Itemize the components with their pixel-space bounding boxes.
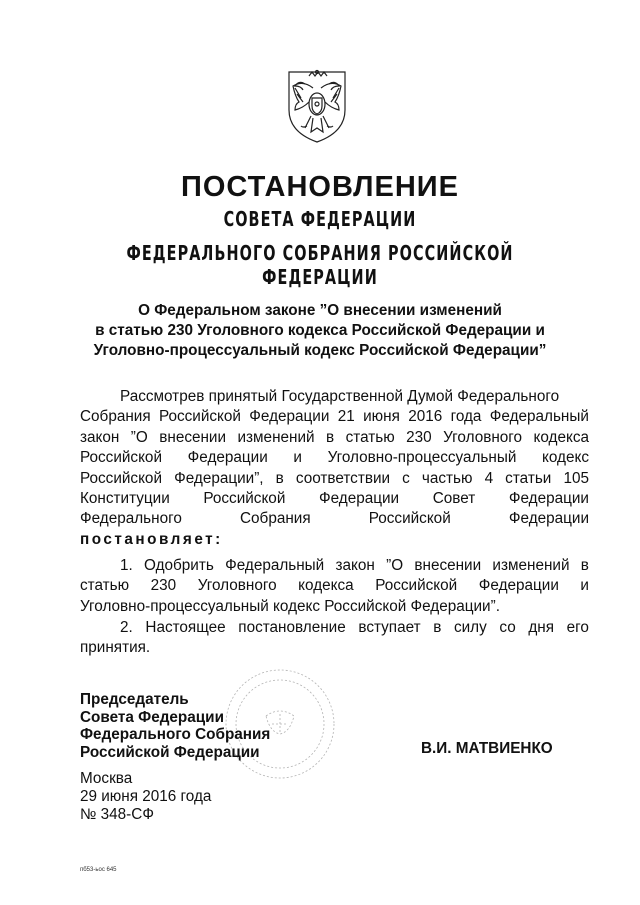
paragraph-line bbox=[80, 530, 589, 550]
position-line: Российской Федерации bbox=[80, 743, 260, 761]
word: кодекс bbox=[542, 449, 589, 467]
signatory-name: В.И. МАТВИЕНКО bbox=[421, 740, 553, 757]
word: Собрания bbox=[80, 408, 151, 426]
paragraph-line bbox=[80, 448, 589, 468]
word: Российской bbox=[158, 408, 241, 426]
word: Федерации bbox=[508, 490, 589, 508]
word: изменений bbox=[237, 428, 315, 446]
position-line: Федерального Собрания bbox=[80, 726, 271, 743]
paragraph-line bbox=[80, 407, 589, 427]
word: Собрания bbox=[240, 510, 311, 528]
paragraph-line bbox=[80, 556, 589, 576]
print-code: пб53-ьос 645 bbox=[80, 867, 117, 873]
date: 29 июня 2016 года bbox=[80, 788, 212, 805]
paragraph-preamble bbox=[80, 387, 589, 550]
word: вступает bbox=[358, 619, 421, 636]
word: 2016 bbox=[408, 408, 443, 426]
paragraph-line bbox=[80, 509, 589, 529]
word: Федерации bbox=[478, 577, 559, 595]
word: статью bbox=[345, 428, 395, 446]
word: Федерации”, bbox=[174, 469, 264, 487]
coat-of-arms-icon bbox=[283, 66, 351, 144]
word: Настоящее bbox=[145, 619, 226, 636]
word: закон bbox=[80, 428, 120, 446]
word: Уголовного bbox=[197, 577, 277, 595]
word: ”О bbox=[130, 428, 148, 446]
word: года bbox=[450, 408, 482, 426]
word: со bbox=[499, 619, 516, 636]
word: внесении bbox=[414, 557, 482, 574]
document-title: ПОСТАНОВЛЕНИЕ bbox=[181, 171, 459, 203]
paragraph-line: Рассмотрев принятый Государственной Думой Федерального bbox=[120, 388, 560, 405]
word: 1. bbox=[120, 557, 133, 574]
word: кодекса bbox=[533, 428, 589, 446]
subject-line: О Федеральном законе ”О внесении изменений bbox=[138, 302, 502, 319]
word: Федерации bbox=[319, 490, 400, 508]
word: Уголовного bbox=[443, 428, 523, 446]
word: и bbox=[580, 577, 589, 595]
word: частью bbox=[421, 469, 473, 487]
paragraph-line: Уголовно-процессуальный кодекс Российской Федерации”. bbox=[80, 597, 500, 615]
word: статью bbox=[80, 577, 130, 595]
word: внесении bbox=[159, 428, 227, 446]
issuer-line-1: СОВЕТА ФЕДЕРАЦИИ bbox=[223, 207, 417, 231]
word: в bbox=[275, 469, 284, 487]
word: Уголовно-процессуальный bbox=[327, 449, 517, 467]
signatory-position bbox=[80, 691, 270, 761]
word: постановление bbox=[238, 619, 346, 636]
word: Российской bbox=[375, 577, 458, 595]
paragraph-line bbox=[80, 428, 589, 448]
word: 105 bbox=[563, 469, 589, 487]
word: с bbox=[402, 469, 410, 487]
place-date-number bbox=[80, 770, 211, 824]
subject-line: в статью 230 Уголовного кодекса Российской Федерации и bbox=[95, 322, 545, 339]
word: Конституции bbox=[80, 490, 170, 508]
word: Российской bbox=[368, 510, 451, 528]
word: июня bbox=[363, 408, 400, 426]
subject-line: Уголовно-процессуальный кодекс Российской Федерации” bbox=[93, 342, 547, 359]
paragraph-line bbox=[80, 489, 589, 509]
word: 4 bbox=[484, 469, 494, 487]
paragraph-item-1 bbox=[80, 556, 589, 617]
word: Одобрить bbox=[144, 557, 214, 574]
word: Федерации bbox=[249, 408, 330, 426]
word: дня bbox=[528, 619, 555, 636]
word: ”О bbox=[386, 557, 404, 574]
word: кодекса bbox=[298, 577, 354, 595]
word: статьи bbox=[505, 469, 552, 487]
word: Федерации bbox=[187, 449, 268, 467]
word: Совет bbox=[432, 490, 476, 508]
word: соответствии bbox=[295, 469, 391, 487]
word: 2. bbox=[120, 619, 133, 636]
paragraph-line bbox=[80, 469, 589, 489]
position-line: Председатель bbox=[80, 691, 189, 708]
resolution-subject bbox=[60, 301, 580, 361]
word: в bbox=[580, 557, 589, 574]
word: 230 bbox=[406, 428, 432, 446]
word: в bbox=[326, 428, 335, 446]
word: в bbox=[433, 619, 442, 636]
paragraph-item-2 bbox=[80, 618, 589, 659]
word: его bbox=[566, 619, 589, 636]
paragraph-line bbox=[80, 618, 589, 638]
word: 230 bbox=[150, 577, 177, 595]
word: Российской bbox=[80, 449, 162, 467]
city: Москва bbox=[80, 770, 133, 787]
word: изменений bbox=[492, 557, 570, 574]
word: Федеральный bbox=[489, 408, 589, 426]
word: Российской bbox=[203, 490, 286, 508]
word: Российской bbox=[80, 469, 162, 487]
paragraph-line bbox=[80, 576, 589, 596]
word: Федерации bbox=[508, 510, 589, 528]
paragraph-line: принятия. bbox=[80, 639, 151, 657]
document-number: № 348-СФ bbox=[80, 806, 154, 823]
issuer-line-2: ФЕДЕРАЛЬНОГО СОБРАНИЯ РОССИЙСКОЙ ФЕДЕРАЦИИ bbox=[126, 241, 514, 289]
word: силу bbox=[453, 619, 487, 636]
word: 21 bbox=[337, 408, 355, 426]
position-line: Совета Федерации bbox=[80, 708, 224, 726]
word: Федерального bbox=[80, 510, 182, 528]
word: закон bbox=[335, 557, 375, 574]
word: и bbox=[293, 449, 302, 467]
resolves-keyword: постановляет: bbox=[80, 530, 223, 548]
word: Федеральный bbox=[225, 557, 325, 574]
